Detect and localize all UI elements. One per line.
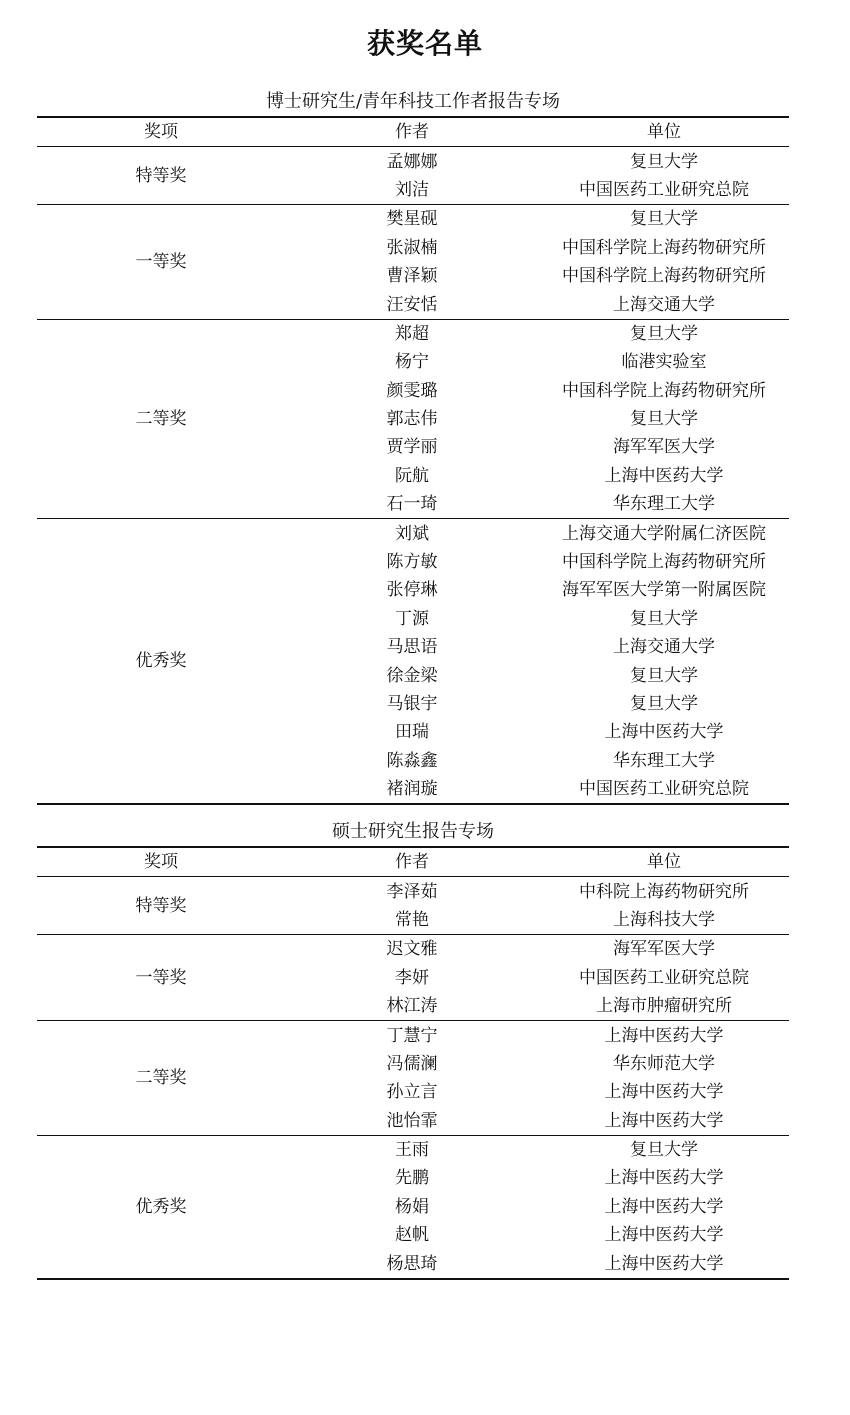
author-cell: 池怡霏	[386, 1110, 438, 1131]
section-caption: 博士研究生/青年科技工作者报告专场	[265, 91, 561, 112]
table-row	[37, 1021, 789, 1050]
author-cell: 褚润璇	[386, 779, 438, 800]
unit-cell: 华东理工大学	[613, 494, 715, 515]
unit-cell: 上海科技大学	[613, 909, 715, 930]
author-cell: 田瑞	[395, 722, 429, 743]
author-cell: 石一琦	[386, 494, 438, 515]
unit-cell: 中科院上海药物研究所	[579, 881, 749, 902]
award-group	[37, 519, 789, 804]
author-cell: 林江涛	[386, 996, 438, 1017]
award-cell: 二等奖	[135, 1068, 187, 1089]
author-cell: 杨宁	[395, 352, 429, 373]
master-section	[37, 818, 789, 1280]
unit-cell: 上海中医药大学	[604, 465, 724, 486]
author-cell: 颜雯璐	[386, 380, 438, 401]
award-group	[37, 1021, 789, 1136]
author-cell: 马银宇	[386, 694, 438, 714]
unit-cell: 上海市肿瘤研究所	[596, 996, 732, 1017]
author-cell: 杨娟	[395, 1196, 429, 1217]
unit-cell: 华东理工大学	[613, 750, 715, 771]
table-header-row	[37, 117, 789, 147]
author-cell: 樊星砚	[386, 209, 438, 230]
author-cell: 张淑楠	[386, 237, 438, 258]
table-row	[37, 147, 789, 176]
award-cell: 特等奖	[135, 165, 187, 186]
table-header-row	[37, 847, 789, 877]
award-cell: 二等奖	[135, 409, 187, 430]
author-cell: 张停琳	[386, 580, 438, 601]
author-cell: 李妍	[395, 967, 429, 988]
unit-cell: 上海中医药大学	[604, 1110, 724, 1131]
author-cell: 王雨	[395, 1140, 429, 1161]
award-table	[37, 116, 789, 805]
author-cell: 汪安恬	[386, 294, 438, 315]
section-caption: 硕士研究生报告专场	[332, 821, 494, 842]
unit-cell: 复旦大学	[630, 694, 698, 714]
unit-cell: 上海中医药大学	[604, 1082, 724, 1103]
award-group	[37, 935, 789, 1021]
award-cell: 一等奖	[135, 967, 187, 988]
unit-cell: 上海中医药大学	[604, 1025, 724, 1046]
author-cell: 贾学丽	[386, 437, 438, 458]
unit-cell: 华东师范大学	[613, 1053, 715, 1074]
author-cell: 李泽茹	[386, 881, 438, 902]
unit-cell: 复旦大学	[630, 608, 698, 629]
header-unit: 单位	[539, 117, 789, 147]
author-cell: 冯儒澜	[386, 1053, 438, 1074]
page-title: 获奖名单	[366, 27, 483, 60]
author-cell: 杨思琦	[386, 1253, 438, 1274]
unit-cell: 上海中医药大学	[604, 1253, 724, 1274]
author-cell: 刘洁	[395, 179, 429, 200]
author-cell: 赵帆	[395, 1225, 429, 1246]
author-cell: 陈方敏	[386, 552, 438, 573]
author-cell: 马思语	[386, 637, 438, 658]
unit-cell: 中国医药工业研究总院	[579, 779, 749, 800]
unit-cell: 复旦大学	[630, 151, 698, 172]
header-author: 作者	[285, 847, 539, 877]
author-cell: 丁源	[395, 608, 429, 629]
author-cell: 郭志伟	[386, 409, 438, 430]
award-cell: 一等奖	[135, 251, 187, 272]
unit-cell: 上海交通大学	[613, 637, 715, 658]
unit-cell: 中国科学院上海药物研究所	[562, 380, 766, 401]
award-table	[37, 846, 789, 1280]
unit-cell: 上海中医药大学	[604, 722, 724, 743]
award-group	[37, 319, 789, 519]
header-award: 奖项	[37, 847, 285, 877]
phd-section	[37, 88, 789, 805]
award-group	[37, 205, 789, 320]
header-award: 奖项	[37, 117, 285, 147]
unit-cell: 临港实验室	[621, 352, 707, 373]
unit-cell: 上海中医药大学	[604, 1196, 724, 1217]
unit-cell: 复旦大学	[630, 1140, 698, 1161]
unit-cell: 上海中医药大学	[604, 1225, 724, 1246]
award-group	[37, 1135, 789, 1278]
unit-cell: 上海中医药大学	[604, 1168, 724, 1189]
author-cell: 徐金梁	[386, 665, 438, 686]
author-cell: 孟娜娜	[386, 151, 438, 172]
unit-cell: 海军军医大学	[613, 437, 715, 458]
unit-cell: 海军军医大学第一附属医院	[562, 580, 766, 601]
unit-cell: 中国科学院上海药物研究所	[562, 552, 766, 573]
unit-cell: 复旦大学	[630, 209, 698, 230]
unit-cell: 海军军医大学	[613, 939, 715, 960]
author-cell: 迟文雅	[386, 939, 438, 960]
author-cell: 曹泽颖	[386, 266, 438, 287]
author-cell: 刘斌	[395, 523, 429, 544]
unit-cell: 上海交通大学	[613, 294, 715, 315]
unit-cell: 中国科学院上海药物研究所	[562, 266, 766, 287]
award-cell: 优秀奖	[135, 651, 187, 672]
table-row	[37, 1135, 789, 1164]
table-row	[37, 519, 789, 548]
header-unit: 单位	[539, 847, 789, 877]
header-author: 作者	[285, 117, 539, 147]
author-cell: 先鹏	[395, 1168, 429, 1189]
table-row	[37, 877, 789, 906]
unit-cell: 中国医药工业研究总院	[579, 179, 749, 200]
author-cell: 孙立言	[386, 1082, 438, 1103]
award-group	[37, 147, 789, 205]
unit-cell: 上海交通大学附属仁济医院	[562, 523, 766, 544]
author-cell: 郑超	[395, 323, 429, 344]
award-group	[37, 877, 789, 935]
unit-cell: 复旦大学	[630, 409, 698, 430]
author-cell: 陈淼鑫	[386, 750, 438, 771]
unit-cell: 中国医药工业研究总院	[579, 967, 749, 988]
unit-cell: 中国科学院上海药物研究所	[562, 237, 766, 258]
award-cell: 优秀奖	[135, 1196, 187, 1217]
author-cell: 阮航	[395, 465, 429, 486]
unit-cell: 复旦大学	[630, 665, 698, 686]
author-cell: 常艳	[395, 909, 429, 930]
author-cell: 丁慧宁	[386, 1025, 438, 1046]
award-cell: 特等奖	[135, 895, 187, 916]
table-row	[37, 935, 789, 964]
unit-cell: 复旦大学	[630, 323, 698, 344]
table-row	[37, 205, 789, 234]
table-row	[37, 319, 789, 348]
